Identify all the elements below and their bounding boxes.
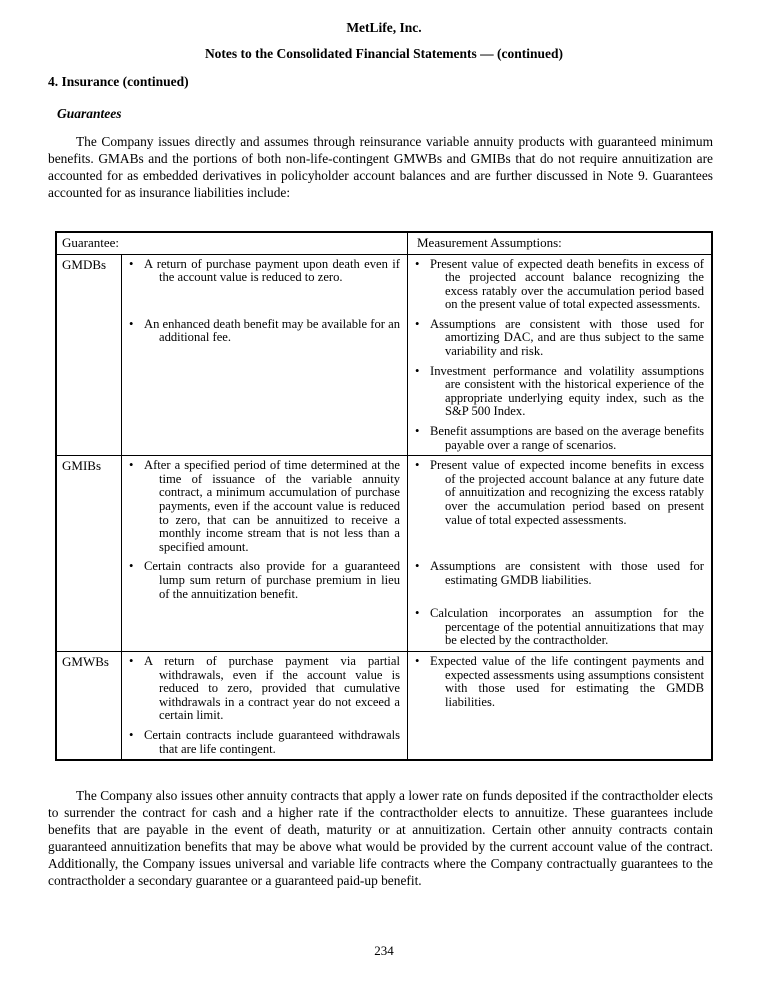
- measurement-assumption-bullet: • Expected value of the life contingent payments and expected assessments using assumptions consistent with those used for estimating the GMDB liabilities.: [415, 653, 704, 709]
- guarantee-description-cell: [121, 557, 407, 604]
- page-subtitle: Notes to the Consolidated Financial Statements — (continued): [204, 46, 564, 61]
- subsection-heading-guarantees: Guarantees: [57, 106, 122, 121]
- guarantee-description-bullet: • Certain contracts include guaranteed withdrawals that are life contingent.: [129, 727, 400, 756]
- measurement-assumption-cell: [407, 652, 711, 726]
- bullet-marker: •: [415, 316, 420, 331]
- guarantee-description-bullet: • An enhanced death benefit may be available for an additional fee.: [129, 316, 400, 345]
- measurement-assumption-bullet: • Calculation incorporates an assumption for the percentage of the potential annuitizations that may be elected by the contractholder.: [415, 606, 704, 648]
- measurement-assumption-cell: [407, 422, 711, 455]
- guarantees-table-body: [57, 255, 711, 760]
- closing-paragraph: The Company also issues other annuity contracts that apply a lower rate on funds deposited if the contractholder elects to surrender the contract for cash and a higher rate if the contractholder elects to annuitize. These guarantees include benefits that are payable in the event of death, maturity or at annuitization. Certain other annuity contracts contain guaranteed annuitization benefits that may be above what would be provided by the current account value of the contract. Additionally, the Company issues universal and variable life contracts where the Company contractually guarantees to the contractholder a secondary guarantee or a guaranteed paid-up benefit.: [48, 788, 713, 889]
- guarantee-description-bullet: • Certain contracts also provide for a guaranteed lump sum return of purchase premium in lieu of the annuitization benefit.: [129, 559, 400, 601]
- table-header-row: [57, 233, 711, 255]
- bullet-marker: •: [129, 727, 134, 742]
- page-title: MetLife, Inc.: [346, 20, 422, 35]
- measurement-assumption-cell: [407, 557, 711, 604]
- measurement-assumption-cell: [407, 456, 711, 557]
- guarantee-row-label: GMIBs: [62, 458, 102, 474]
- bullet-marker: •: [415, 424, 420, 439]
- guarantee-description-bullet: • A return of purchase payment via partial withdrawals, even if the account value is reduced to zero, provided that cumulative withdrawals in a contract year do not exceed a certain limit.: [129, 653, 400, 723]
- guarantee-row: [57, 455, 711, 651]
- bullet-marker: •: [415, 256, 420, 271]
- section-heading: 4. Insurance (continued): [48, 74, 189, 89]
- guarantee-description-bullet: • After a specified period of time determined at the time of issuance of the variable annuity contract, a minimum accumulation of purchase payments, even if the account value is reduced to zero, that can be annuitized to receive a monthly income stream that is not less than a specified amount.: [129, 458, 400, 554]
- bullet-marker: •: [415, 606, 420, 621]
- measurement-assumption-bullet: • Assumptions are consistent with those used for amortizing DAC, and are thus subject to the same variability and risk.: [415, 316, 704, 359]
- bullet-marker: •: [129, 559, 134, 574]
- guarantee-description-cell: [121, 362, 407, 422]
- guarantee-description-cell: [121, 604, 407, 651]
- bullet-marker: •: [129, 653, 134, 668]
- bullet-marker: •: [129, 458, 134, 473]
- table-header-guarantee: Guarantee:: [62, 235, 120, 250]
- guarantee-description-cell: [121, 315, 407, 362]
- measurement-assumption-cell: [407, 604, 711, 651]
- measurement-assumption-bullet: • Investment performance and volatility assumptions are consistent with the historical experience of the appropriate underlying equity index, such as the S&P 500 Index.: [415, 363, 704, 419]
- bullet-marker: •: [415, 363, 420, 378]
- measurement-assumption-bullet: • Present value of expected income benefits in excess of the projected account balance at any future date of annuitization and recognizing the excess ratably over the accumulation period based on present value of total expected assessments.: [415, 458, 704, 527]
- page-number: 234: [374, 943, 394, 958]
- bullet-marker: •: [129, 316, 134, 331]
- bullet-marker: •: [415, 653, 420, 668]
- table-header-measurement: Measurement Assumptions:: [407, 233, 711, 254]
- bullet-marker: •: [415, 458, 420, 473]
- guarantee-description-bullet: • A return of purchase payment upon death even if the account value is reduced to zero.: [129, 256, 400, 285]
- guarantee-description-cell: [121, 652, 407, 726]
- guarantee-description-cell: [121, 422, 407, 455]
- guarantee-row: [57, 255, 711, 456]
- guarantee-description-cell: [121, 456, 407, 557]
- measurement-assumption-bullet: • Benefit assumptions are based on the average benefits payable over a range of scenarios.: [415, 424, 704, 452]
- guarantees-table: [55, 231, 713, 761]
- measurement-assumption-cell: [407, 362, 711, 422]
- bullet-marker: •: [129, 256, 134, 271]
- guarantee-row-label: GMWBs: [62, 653, 109, 669]
- guarantee-row-label: GMDBs: [62, 256, 107, 272]
- measurement-assumption-cell: [407, 726, 711, 759]
- guarantee-description-cell: [121, 726, 407, 759]
- measurement-assumption-bullet: • Assumptions are consistent with those used for estimating GMDB liabilities.: [415, 559, 704, 587]
- guarantee-description-cell: [121, 255, 407, 315]
- intro-paragraph: The Company issues directly and assumes through reinsurance variable annuity products with guaranteed minimum benefits. GMABs and the portions of both non-life-contingent GMWBs and GMIBs that do not require annuitization are accounted for as embedded derivatives in policyholder account balances and are further discussed in Note 9. Guarantees accounted for as insurance liabilities include:: [48, 134, 713, 200]
- measurement-assumption-cell: [407, 315, 711, 362]
- guarantee-row: [57, 651, 711, 759]
- measurement-assumption-cell: [407, 255, 711, 315]
- bullet-marker: •: [415, 559, 420, 574]
- measurement-assumption-bullet: • Present value of expected death benefits in excess of the projected account balance recognizing the excess ratably over the accumulation period based on the present value of total expected assessments.: [415, 256, 704, 312]
